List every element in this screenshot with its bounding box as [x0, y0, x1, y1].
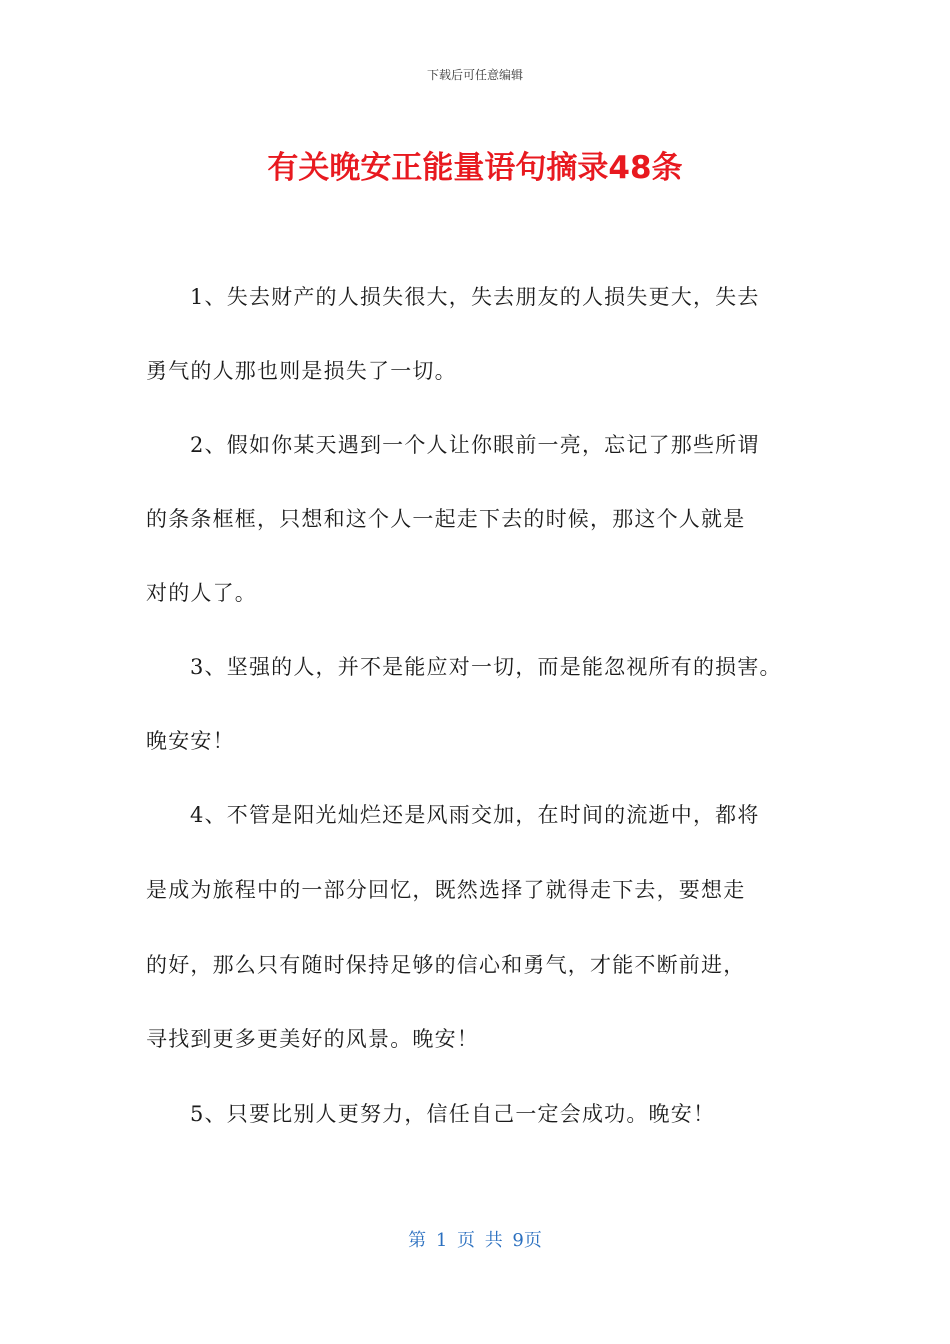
body-line: 晚安安！	[146, 729, 235, 753]
document-title: 有关晚安正能量语句摘录48条	[267, 150, 683, 186]
body-line: 2、假如你某天遇到一个人让你眼前一亮，忘记了那些所谓	[190, 433, 760, 457]
body-line: 的好，那么只有随时保持足够的信心和勇气，才能不断前进，	[146, 953, 746, 977]
body-line: 是成为旅程中的一部分回忆，既然选择了就得走下去，要想走	[146, 878, 746, 902]
body-line: 对的人了。	[146, 581, 257, 605]
header-note: 下载后可任意编辑	[426, 68, 523, 82]
body-line: 4、不管是阳光灿烂还是风雨交加，在时间的流逝中，都将	[190, 803, 760, 827]
body-line: 1、失去财产的人损失很大，失去朋友的人损失更大，失去	[190, 285, 760, 309]
body-line: 勇气的人那也则是损失了一切。	[146, 359, 457, 383]
body-line: 5、只要比别人更努力，信任自己一定会成功。晚安！	[190, 1102, 716, 1126]
body-line: 的条条框框，只想和这个人一起走下去的时候，那这个人就是	[146, 507, 746, 531]
body-line: 3、坚强的人，并不是能应对一切，而是能忽视所有的损害。	[190, 655, 782, 679]
body-line: 寻找到更多更美好的风景。晚安！	[146, 1027, 479, 1051]
page-number-footer: 第 1 页 共 9页	[408, 1230, 542, 1251]
